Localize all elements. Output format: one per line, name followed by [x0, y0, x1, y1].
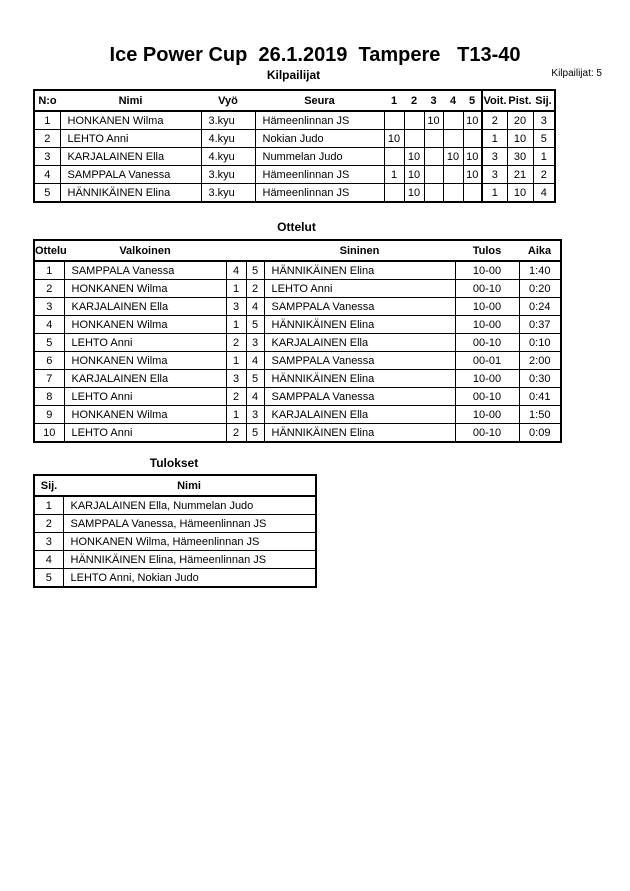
cell-time: 1:40 — [519, 261, 561, 280]
cell-score-1 — [384, 184, 404, 203]
cell-belt: 3.kyu — [201, 184, 255, 203]
cell-white-name: HONKANEN Wilma — [64, 316, 226, 334]
result-row — [34, 496, 316, 515]
cell-blue-name: HÄNNIKÄINEN Elina — [264, 424, 455, 443]
cell-time: 0:10 — [519, 334, 561, 352]
cell-wins: 3 — [482, 166, 507, 184]
cell-name: KARJALAINEN Ella — [60, 148, 201, 166]
col-header-3: 3 — [424, 90, 443, 111]
cell-result: 00-10 — [455, 424, 519, 443]
cell-name: LEHTO Anni — [60, 130, 201, 148]
cell-match-no: 7 — [34, 370, 64, 388]
col-header-wins: Voit. — [482, 90, 507, 111]
cell-result: 10-00 — [455, 298, 519, 316]
match-row — [34, 406, 561, 424]
cell-no: 4 — [34, 166, 60, 184]
cell-white-no: 2 — [226, 424, 246, 443]
competitor-row — [34, 111, 555, 130]
cell-club: Hämeenlinnan JS — [255, 111, 384, 130]
cell-points: 21 — [507, 166, 533, 184]
cell-name: HONKANEN Wilma — [60, 111, 201, 130]
cell-blue-name: LEHTO Anni — [264, 280, 455, 298]
cell-white-name: LEHTO Anni — [64, 424, 226, 443]
result-row — [34, 569, 316, 588]
cell-points: 20 — [507, 111, 533, 130]
cell-name-club: SAMPPALA Vanessa, Hämeenlinnan JS — [63, 515, 316, 533]
cell-white-no: 1 — [226, 406, 246, 424]
competitor-row — [34, 184, 555, 203]
cell-time: 0:09 — [519, 424, 561, 443]
match-row — [34, 298, 561, 316]
cell-white-no: 1 — [226, 280, 246, 298]
col-header-points: Pist. — [507, 90, 533, 111]
cell-name: SAMPPALA Vanessa — [60, 166, 201, 184]
cell-place: 3 — [533, 111, 555, 130]
cell-blue-no: 2 — [246, 280, 264, 298]
match-row — [34, 280, 561, 298]
cell-no: 1 — [34, 111, 60, 130]
col-header-no: N:o — [34, 90, 60, 111]
col-header-5: 5 — [463, 90, 482, 111]
cell-white-name: HONKANEN Wilma — [64, 352, 226, 370]
competitors-header-row — [34, 90, 555, 111]
cell-score-5 — [463, 130, 482, 148]
cell-no: 5 — [34, 184, 60, 203]
competitor-row — [34, 166, 555, 184]
cell-time: 0:24 — [519, 298, 561, 316]
cell-match-no: 9 — [34, 406, 64, 424]
cell-wins: 1 — [482, 130, 507, 148]
cell-score-4 — [443, 166, 463, 184]
cell-result: 00-10 — [455, 388, 519, 406]
col-header-time: Aika — [519, 240, 561, 261]
competitors-heading: Kilpailijat — [266, 68, 321, 82]
cell-white-name: HONKANEN Wilma — [64, 280, 226, 298]
matches-table — [33, 239, 562, 443]
cell-name-club: HONKANEN Wilma, Hämeenlinnan JS — [63, 533, 316, 551]
cell-blue-no: 5 — [246, 316, 264, 334]
cell-blue-name: KARJALAINEN Ella — [264, 406, 455, 424]
cell-club: Nokian Judo — [255, 130, 384, 148]
competitor-row — [34, 148, 555, 166]
cell-points: 30 — [507, 148, 533, 166]
cell-club: Nummelan Judo — [255, 148, 384, 166]
cell-blue-name: SAMPPALA Vanessa — [264, 352, 455, 370]
col-header-name: Nimi — [63, 475, 316, 496]
cell-match-no: 10 — [34, 424, 64, 443]
cell-white-no: 1 — [226, 352, 246, 370]
cell-score-3 — [424, 130, 443, 148]
cell-blue-no: 5 — [246, 424, 264, 443]
cell-match-no: 6 — [34, 352, 64, 370]
page-title: Ice Power Cup 26.1.2019 Tampere T13-40 — [109, 44, 521, 66]
cell-time: 0:20 — [519, 280, 561, 298]
col-header-result: Tulos — [455, 240, 519, 261]
cell-place: 3 — [34, 533, 63, 551]
cell-result: 10-00 — [455, 406, 519, 424]
cell-place: 4 — [34, 551, 63, 569]
cell-score-2: 10 — [404, 184, 424, 203]
cell-score-3 — [424, 166, 443, 184]
cell-white-name: LEHTO Anni — [64, 334, 226, 352]
match-row — [34, 261, 561, 280]
match-row — [34, 388, 561, 406]
cell-score-5: 10 — [463, 111, 482, 130]
cell-score-5: 10 — [463, 166, 482, 184]
cell-blue-name: SAMPPALA Vanessa — [264, 388, 455, 406]
cell-score-1 — [384, 111, 404, 130]
competitor-row — [34, 130, 555, 148]
col-header-white-no — [226, 240, 246, 261]
cell-blue-name: HÄNNIKÄINEN Elina — [264, 316, 455, 334]
cell-result: 10-00 — [455, 316, 519, 334]
results-table — [33, 474, 317, 588]
matches-heading: Ottelut — [277, 220, 316, 234]
cell-place: 1 — [34, 496, 63, 515]
cell-score-2: 10 — [404, 148, 424, 166]
col-header-2: 2 — [404, 90, 424, 111]
col-header-place: Sij. — [533, 90, 555, 111]
cell-white-name: SAMPPALA Vanessa — [64, 261, 226, 280]
cell-points: 10 — [507, 184, 533, 203]
cell-time: 0:30 — [519, 370, 561, 388]
cell-blue-name: KARJALAINEN Ella — [264, 334, 455, 352]
cell-result: 00-10 — [455, 280, 519, 298]
match-row — [34, 316, 561, 334]
cell-blue-name: HÄNNIKÄINEN Elina — [264, 261, 455, 280]
cell-wins: 1 — [482, 184, 507, 203]
cell-match-no: 8 — [34, 388, 64, 406]
cell-blue-no: 4 — [246, 388, 264, 406]
cell-wins: 2 — [482, 111, 507, 130]
cell-time: 0:41 — [519, 388, 561, 406]
competitors-table — [33, 89, 556, 203]
cell-blue-no: 3 — [246, 334, 264, 352]
cell-score-1: 10 — [384, 130, 404, 148]
cell-match-no: 2 — [34, 280, 64, 298]
cell-score-2 — [404, 130, 424, 148]
cell-place: 5 — [533, 130, 555, 148]
cell-white-name: KARJALAINEN Ella — [64, 298, 226, 316]
cell-time: 0:37 — [519, 316, 561, 334]
cell-blue-no: 5 — [246, 261, 264, 280]
cell-blue-name: HÄNNIKÄINEN Elina — [264, 370, 455, 388]
cell-score-3: 10 — [424, 111, 443, 130]
cell-name-club: HÄNNIKÄINEN Elina, Hämeenlinnan JS — [63, 551, 316, 569]
cell-belt: 3.kyu — [201, 166, 255, 184]
cell-time: 2:00 — [519, 352, 561, 370]
cell-match-no: 5 — [34, 334, 64, 352]
col-header-1: 1 — [384, 90, 404, 111]
cell-belt: 4.kyu — [201, 148, 255, 166]
cell-place: 2 — [533, 166, 555, 184]
cell-white-name: HONKANEN Wilma — [64, 406, 226, 424]
col-header-place: Sij. — [34, 475, 63, 496]
cell-result: 10-00 — [455, 261, 519, 280]
cell-points: 10 — [507, 130, 533, 148]
cell-match-no: 4 — [34, 316, 64, 334]
match-row — [34, 352, 561, 370]
cell-white-name: KARJALAINEN Ella — [64, 370, 226, 388]
cell-place: 1 — [533, 148, 555, 166]
cell-result: 00-10 — [455, 334, 519, 352]
col-header-blue-no — [246, 240, 264, 261]
cell-white-no: 3 — [226, 298, 246, 316]
cell-score-3 — [424, 184, 443, 203]
col-header-blue: Sininen — [264, 240, 455, 261]
cell-no: 2 — [34, 130, 60, 148]
cell-blue-no: 3 — [246, 406, 264, 424]
cell-score-2 — [404, 111, 424, 130]
cell-name-club: KARJALAINEN Ella, Nummelan Judo — [63, 496, 316, 515]
results-header-row — [34, 475, 316, 496]
cell-wins: 3 — [482, 148, 507, 166]
result-row — [34, 551, 316, 569]
cell-place: 5 — [34, 569, 63, 588]
matches-header-row — [34, 240, 561, 261]
cell-club: Hämeenlinnan JS — [255, 184, 384, 203]
cell-score-2: 10 — [404, 166, 424, 184]
match-row — [34, 334, 561, 352]
cell-match-no: 3 — [34, 298, 64, 316]
result-row — [34, 533, 316, 551]
competitor-count: Kilpailijat: 5 — [551, 68, 602, 79]
cell-result: 10-00 — [455, 370, 519, 388]
cell-result: 00-01 — [455, 352, 519, 370]
cell-blue-name: SAMPPALA Vanessa — [264, 298, 455, 316]
cell-score-3 — [424, 148, 443, 166]
cell-score-5 — [463, 184, 482, 203]
cell-name: HÄNNIKÄINEN Elina — [60, 184, 201, 203]
col-header-white: Valkoinen — [64, 240, 226, 261]
match-row — [34, 370, 561, 388]
cell-white-no: 4 — [226, 261, 246, 280]
results-heading: Tulokset — [149, 456, 199, 470]
cell-score-1: 1 — [384, 166, 404, 184]
col-header-name: Nimi — [60, 90, 201, 111]
cell-place: 2 — [34, 515, 63, 533]
cell-score-4 — [443, 184, 463, 203]
cell-white-no: 2 — [226, 334, 246, 352]
cell-blue-no: 5 — [246, 370, 264, 388]
cell-name-club: LEHTO Anni, Nokian Judo — [63, 569, 316, 588]
cell-place: 4 — [533, 184, 555, 203]
cell-score-5: 10 — [463, 148, 482, 166]
cell-blue-no: 4 — [246, 298, 264, 316]
cell-belt: 4.kyu — [201, 130, 255, 148]
match-row — [34, 424, 561, 443]
cell-score-4: 10 — [443, 148, 463, 166]
cell-white-name: LEHTO Anni — [64, 388, 226, 406]
cell-no: 3 — [34, 148, 60, 166]
cell-belt: 3.kyu — [201, 111, 255, 130]
cell-club: Hämeenlinnan JS — [255, 166, 384, 184]
cell-score-4 — [443, 111, 463, 130]
col-header-4: 4 — [443, 90, 463, 111]
result-row — [34, 515, 316, 533]
col-header-belt: Vyö — [201, 90, 255, 111]
cell-blue-no: 4 — [246, 352, 264, 370]
cell-white-no: 3 — [226, 370, 246, 388]
col-header-club: Seura — [255, 90, 384, 111]
cell-white-no: 2 — [226, 388, 246, 406]
col-header-match: Ottelu — [34, 240, 64, 261]
cell-white-no: 1 — [226, 316, 246, 334]
cell-match-no: 1 — [34, 261, 64, 280]
cell-score-1 — [384, 148, 404, 166]
cell-time: 1:50 — [519, 406, 561, 424]
cell-score-4 — [443, 130, 463, 148]
